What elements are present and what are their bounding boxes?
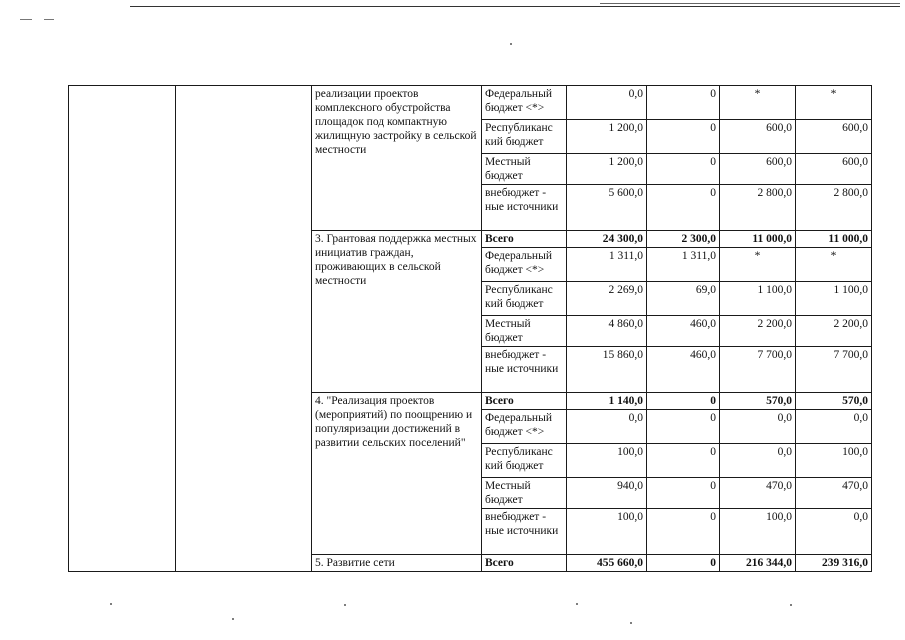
value-cell: *	[796, 86, 872, 120]
value-cell: 100,0	[720, 509, 796, 555]
value-cell: 239 316,0	[796, 555, 872, 572]
scan-artifact-line	[130, 6, 900, 7]
scan-speck	[790, 604, 792, 606]
funding-source: Федеральный бюджет <*>	[482, 86, 567, 120]
funding-source: внебюджет - ные источники	[482, 185, 567, 231]
scan-speck	[630, 622, 632, 624]
scan-artifact-line	[600, 3, 900, 4]
funding-source: Местный бюджет	[482, 316, 567, 347]
value-cell: 2 800,0	[720, 185, 796, 231]
value-cell: 460,0	[647, 347, 720, 393]
value-cell: 0	[647, 478, 720, 509]
value-cell: 0,0	[567, 86, 647, 120]
scan-speck	[110, 603, 112, 605]
value-cell: 1 311,0	[567, 248, 647, 282]
value-cell: 940,0	[567, 478, 647, 509]
value-cell: 1 200,0	[567, 154, 647, 185]
value-cell: 1 200,0	[567, 120, 647, 154]
value-cell: 0	[647, 410, 720, 444]
value-cell: 570,0	[796, 393, 872, 410]
value-cell: *	[720, 248, 796, 282]
section-title: реализации проектов комплексного обустройства площадок под компактную жилищную застройку в сельской местности	[312, 86, 482, 231]
scan-speck	[576, 603, 578, 605]
value-cell: *	[720, 86, 796, 120]
funding-source: Местный бюджет	[482, 154, 567, 185]
blank-column-1	[69, 86, 176, 572]
value-cell: 4 860,0	[567, 316, 647, 347]
value-cell: 100,0	[567, 444, 647, 478]
funding-source: Федеральный бюджет <*>	[482, 248, 567, 282]
value-cell: 1 140,0	[567, 393, 647, 410]
value-cell: *	[796, 248, 872, 282]
section-title: 5. Развитие сети	[312, 555, 482, 572]
value-cell: 2 800,0	[796, 185, 872, 231]
value-cell: 0	[647, 154, 720, 185]
value-cell: 1 100,0	[720, 282, 796, 316]
value-cell: 0	[647, 509, 720, 555]
value-cell: 0,0	[567, 410, 647, 444]
value-cell: 0	[647, 120, 720, 154]
value-cell: 460,0	[647, 316, 720, 347]
value-cell: 600,0	[796, 120, 872, 154]
value-cell: 0	[647, 444, 720, 478]
funding-source: Всего	[482, 393, 567, 410]
section-title: 3. Грантовая поддержка местных инициатив граждан, проживающих в сельской местности	[312, 231, 482, 393]
funding-source: Всего	[482, 231, 567, 248]
value-cell: 0	[647, 555, 720, 572]
value-cell: 11 000,0	[796, 231, 872, 248]
scan-speck	[510, 43, 512, 45]
budget-table	[68, 85, 872, 572]
funding-source: внебюджет - ные источники	[482, 509, 567, 555]
value-cell: 5 600,0	[567, 185, 647, 231]
value-cell: 600,0	[720, 120, 796, 154]
value-cell: 600,0	[796, 154, 872, 185]
value-cell: 570,0	[720, 393, 796, 410]
value-cell: 11 000,0	[720, 231, 796, 248]
value-cell: 0	[647, 393, 720, 410]
value-cell: 2 200,0	[796, 316, 872, 347]
funding-source: Федеральный бюджет <*>	[482, 410, 567, 444]
value-cell: 0,0	[720, 410, 796, 444]
funding-source: внебюджет - ные источники	[482, 347, 567, 393]
value-cell: 2 269,0	[567, 282, 647, 316]
funding-source: Республиканс кий бюджет	[482, 444, 567, 478]
value-cell: 0	[647, 86, 720, 120]
scan-artifact-line	[20, 19, 32, 20]
value-cell: 470,0	[720, 478, 796, 509]
value-cell: 100,0	[567, 509, 647, 555]
value-cell: 0,0	[796, 410, 872, 444]
funding-source: Республиканс кий бюджет	[482, 120, 567, 154]
scan-artifact-line	[44, 19, 54, 20]
value-cell: 0,0	[720, 444, 796, 478]
value-cell: 2 300,0	[647, 231, 720, 248]
value-cell: 2 200,0	[720, 316, 796, 347]
scan-speck	[344, 604, 346, 606]
value-cell: 100,0	[796, 444, 872, 478]
scan-speck	[232, 618, 234, 620]
blank-column-2	[176, 86, 312, 572]
value-cell: 0,0	[796, 509, 872, 555]
value-cell: 1 100,0	[796, 282, 872, 316]
value-cell: 15 860,0	[567, 347, 647, 393]
funding-source: Республиканс кий бюджет	[482, 282, 567, 316]
value-cell: 24 300,0	[567, 231, 647, 248]
funding-source: Местный бюджет	[482, 478, 567, 509]
value-cell: 7 700,0	[796, 347, 872, 393]
value-cell: 600,0	[720, 154, 796, 185]
section-title: 4. "Реализация проектов (мероприятий) по поощрению и популяризации достижений в развитии сельских поселений"	[312, 393, 482, 555]
value-cell: 1 311,0	[647, 248, 720, 282]
value-cell: 470,0	[796, 478, 872, 509]
value-cell: 216 344,0	[720, 555, 796, 572]
value-cell: 0	[647, 185, 720, 231]
value-cell: 455 660,0	[567, 555, 647, 572]
value-cell: 7 700,0	[720, 347, 796, 393]
value-cell: 69,0	[647, 282, 720, 316]
funding-source: Всего	[482, 555, 567, 572]
